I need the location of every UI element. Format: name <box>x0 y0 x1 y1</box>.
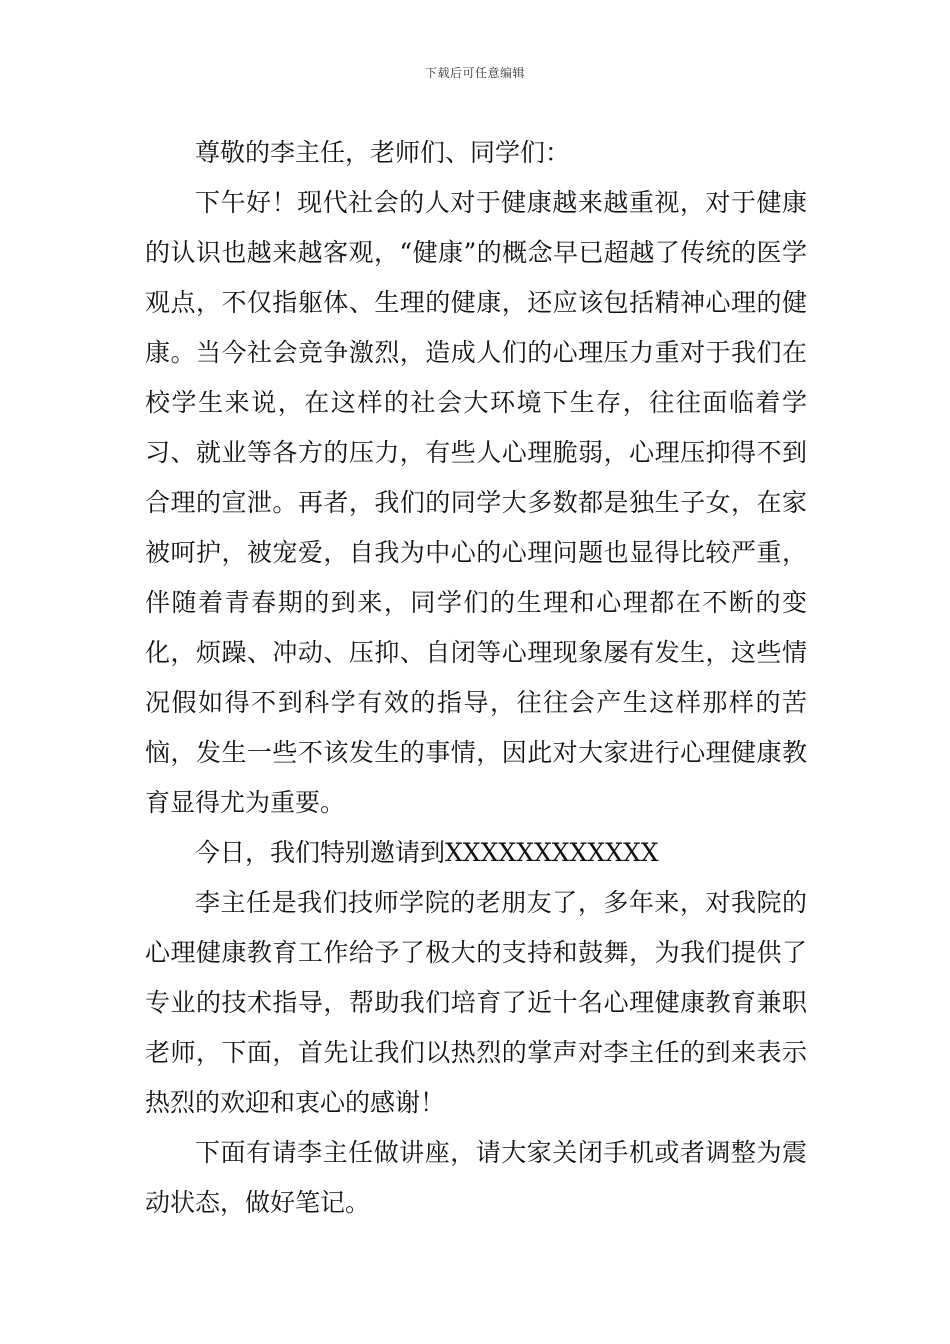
greeting-paragraph: 尊敬的李主任，老师们、同学们： <box>195 138 571 167</box>
body-paragraph-introduction: 李主任是我们技师学院的老朋友了，多年来，对我院的心理健康教育工作给予了极大的支持和鼓舞，为我们提供了专业的技术指导，帮助我们培育了近十名心理健康教育兼职老师，下面，首先让我们以热烈的掌声对李主任的到来表示热烈的欢迎和衷心的感谢！ <box>145 888 807 1117</box>
document-body <box>145 128 807 1228</box>
body-paragraph-health: 下午好！现代社会的人对于健康越来越重视，对于健康的认识也越来越客观，“健康”的概念早已超越了传统的医学观点，不仅指躯体、生理的健康，还应该包括精神心理的健康。当今社会竞争激烈，造成人们的心理压力重对于我们在校学生来说，在这样的社会大环境下生存，往往面临着学习、就业等各方的压力，有些人心理脆弱，心理压抑得不到合理的宣泄。再者，我们的同学大多数都是独生子女，在家被呵护，被宠爱，自我为中心的心理问题也显得比较严重，伴随着青春期的到来，同学们的生理和心理都在不断的变化，烦躁、冲动、压抑、自闭等心理现象屡有发生，这些情况假如得不到科学有效的指导，往往会产生这样那样的苦恼，发生一些不该发生的事情，因此对大家进行心理健康教育显得尤为重要。 <box>145 188 807 817</box>
page-header: 下载后可任意编辑 <box>424 66 525 80</box>
closing-paragraph: 下面有请李主任做讲座，请大家关闭手机或者调整为震动状态，做好笔记。 <box>145 1138 807 1217</box>
body-paragraph-invitation: 今日，我们特别邀请到XXXXXXXXXXXX <box>195 838 659 867</box>
